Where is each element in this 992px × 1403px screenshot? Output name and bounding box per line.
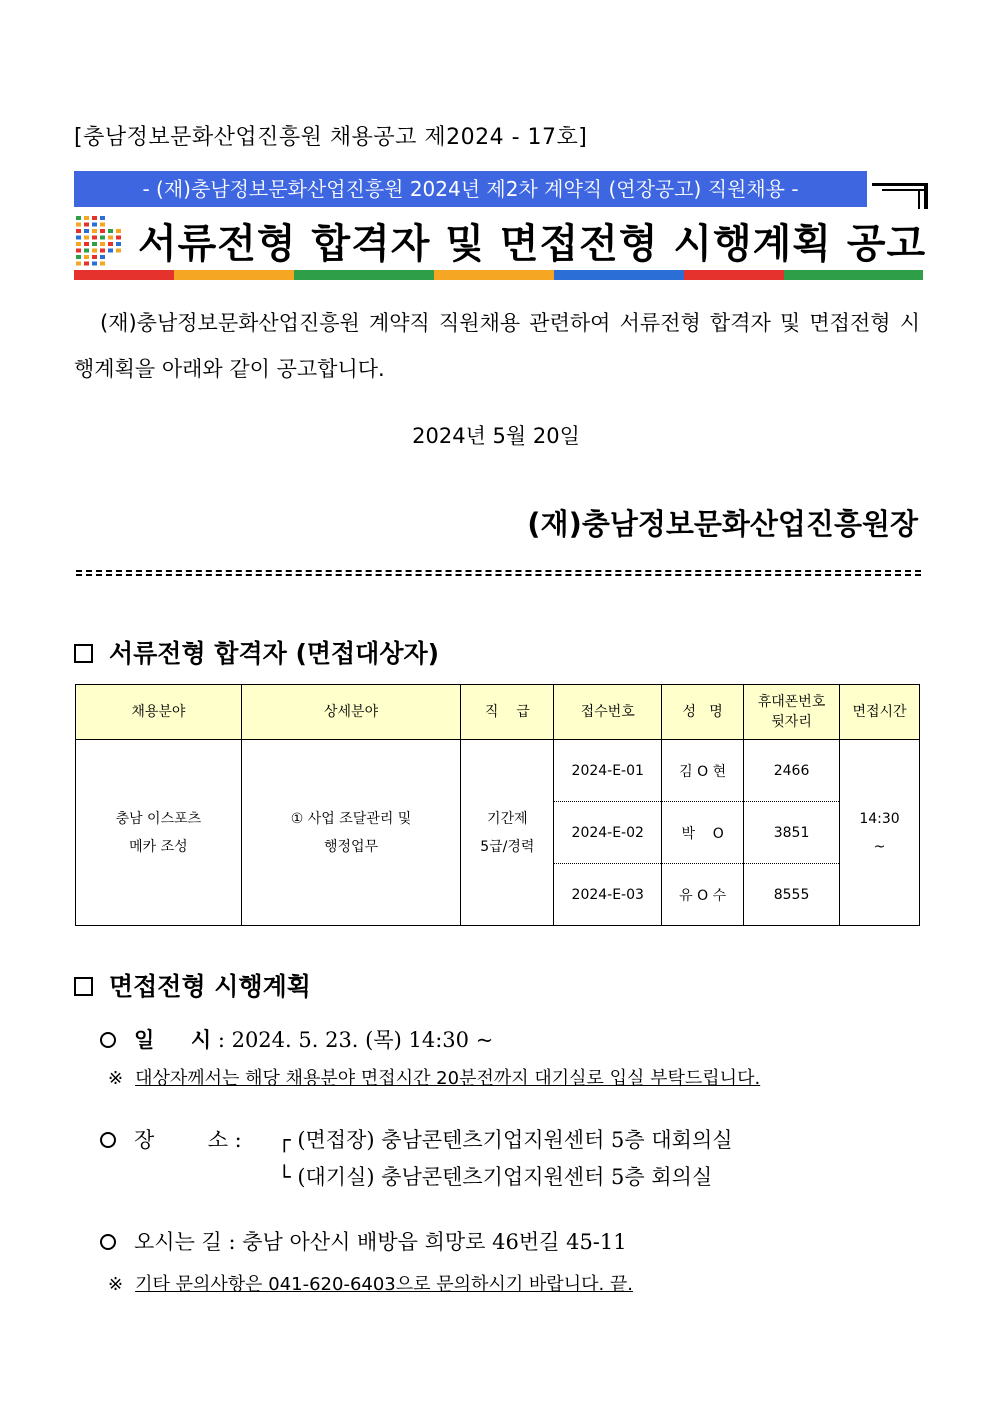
directions-value: : 충남 아산시 배방읍 희망로 46번길 45-11 [228,1230,627,1254]
circle-bullet-icon [100,1032,116,1048]
header-field: 채용분야 [76,685,242,740]
grade-line2: 5급/경력 [480,838,535,855]
cell-detail [241,740,461,926]
stripe-dot [76,255,81,259]
cell-receipt: 2024-E-01 [554,740,662,802]
stripe-dot [84,229,89,233]
stripe-dot [92,255,97,259]
cell-field [76,740,242,926]
header-receipt: 접수번호 [554,685,662,740]
cell-phone: 8555 [744,864,840,926]
stripe-dot [108,242,113,246]
intro-paragraph [74,300,920,392]
cell-receipt: 2024-E-02 [554,802,662,864]
applicants-table [75,684,920,926]
stripe-dot [84,216,89,220]
stripe-dot [92,223,97,227]
contact-note [108,1270,633,1296]
note-mark: ※ [108,1274,124,1295]
section-heading-applicants [74,634,439,670]
cell-name: 김 O 현 [662,740,744,802]
stripe-dot [116,242,121,246]
page-title: 서류전형 합격자 및 면접전형 시행계획 공고 [138,221,927,267]
stripe-dot [84,242,89,246]
datetime-note [108,1064,760,1090]
table-row [76,740,920,802]
stripe-dot [116,236,121,240]
issuer-name: (재)충남정보문화산업진흥원장 [527,507,918,541]
title-stripes-decoration [75,216,127,268]
subtitle-banner: - (재)충남정보문화산업진흥원 2024년 제2차 계약직 (연장공고) 직원채용 - [74,171,867,207]
header-phone-line2: 뒷자리 [771,714,812,730]
place-line2: └ (대기실) 충남콘텐츠기업지원센터 5층 회의실 [278,1165,713,1189]
stripe-dot [100,242,105,246]
schedule-place [100,1124,242,1154]
stripe-dot [100,223,105,227]
header-detail: 상세분야 [241,685,461,740]
section1-title: 서류전형 합격자 (면접대상자) [109,639,440,668]
time-line1: 14:30 [859,810,900,827]
cell-time [840,740,920,926]
datetime-value: : 2024. 5. 23. (목) 14:30 ~ [217,1028,494,1052]
notice-number: [충남정보문화산업진흥원 채용공고 제2024 - 17호] [74,125,588,150]
cell-phone: 3851 [744,802,840,864]
corner-decoration [872,181,928,209]
datetime-note-text: 대상자께서는 해당 채용분야 면접시간 20분전까지 대기실로 입실 부탁드립니다. [135,1068,761,1089]
section-heading-interview [74,967,311,1003]
header-time: 면접시간 [840,685,920,740]
header-phone-line1: 휴대폰번호 [757,694,826,710]
time-line2: ~ [873,838,886,855]
cell-name: 박 O [662,802,744,864]
stripe-dot [100,262,105,266]
stripe-dot [108,249,113,253]
stripe-dot [92,242,97,246]
stripe-dot [92,229,97,233]
color-band-decoration [74,270,923,280]
cell-grade [461,740,554,926]
place-line1: ┌ (면접장) 충남콘텐츠기업지원센터 5층 대회의실 [278,1128,733,1152]
schedule-directions [100,1226,627,1256]
circle-bullet-icon [100,1132,116,1148]
directions-label: 오시는 길 [134,1230,222,1254]
datetime-label: 일 시 [134,1028,212,1052]
stripe-dot [100,229,105,233]
header-phone [744,685,840,740]
stripe-dot [76,262,81,266]
stripe-dot [84,236,89,240]
cell-phone: 2466 [744,740,840,802]
divider-dashed-2 [76,574,921,576]
stripe-dot [100,249,105,253]
stripe-dot [92,249,97,253]
contact-note-text: 기타 문의사항은 041-620-6403으로 문의하시기 바랍니다. 끝. [135,1274,634,1295]
stripe-dot [84,223,89,227]
stripe-dot [116,229,121,233]
header-grade: 직 급 [461,685,554,740]
checkbox-square-icon [74,644,93,663]
field-line1: 충남 이스포츠 [115,810,202,827]
stripe-dot [92,236,97,240]
schedule-datetime [100,1024,493,1054]
stripe-dot [100,216,105,220]
note-mark: ※ [108,1068,124,1089]
stripe-dot [84,262,89,266]
checkbox-square-icon [74,977,93,996]
stripe-dot [76,236,81,240]
field-line2: 메카 조성 [129,838,188,855]
stripe-dot [76,249,81,253]
stripe-dot [108,229,113,233]
stripe-dot [76,229,81,233]
section2-title: 면접전형 시행계획 [109,972,311,1001]
cell-receipt: 2024-E-03 [554,864,662,926]
cell-name: 유 O 수 [662,864,744,926]
stripe-dot [84,255,89,259]
notice-date: 2024년 5월 20일 [412,424,580,448]
stripe-dot [84,249,89,253]
stripe-dot [100,255,105,259]
stripe-dot [92,216,97,220]
stripe-dot [76,216,81,220]
stripe-dot [116,249,121,253]
place-colon: : [234,1128,242,1152]
stripe-dot [76,223,81,227]
place-label: 장 소 [134,1128,228,1152]
stripe-dot [108,236,113,240]
stripe-dot [76,242,81,246]
header-name: 성 명 [662,685,744,740]
stripe-dot [100,236,105,240]
grade-line1: 기간제 [487,810,528,827]
stripe-dot [92,262,97,266]
circle-bullet-icon [100,1234,116,1250]
divider-dashed [76,570,921,572]
detail-line1: ① 사업 조달관리 및 [290,810,412,827]
detail-line2: 행정업무 [324,838,379,855]
intro-text: (재)충남정보문화산업진흥원 계약직 직원채용 관련하여 서류전형 합격자 및 면접전형 시행계획을 아래와 같이 공고합니다. [74,311,920,381]
table-header-row [76,685,920,740]
